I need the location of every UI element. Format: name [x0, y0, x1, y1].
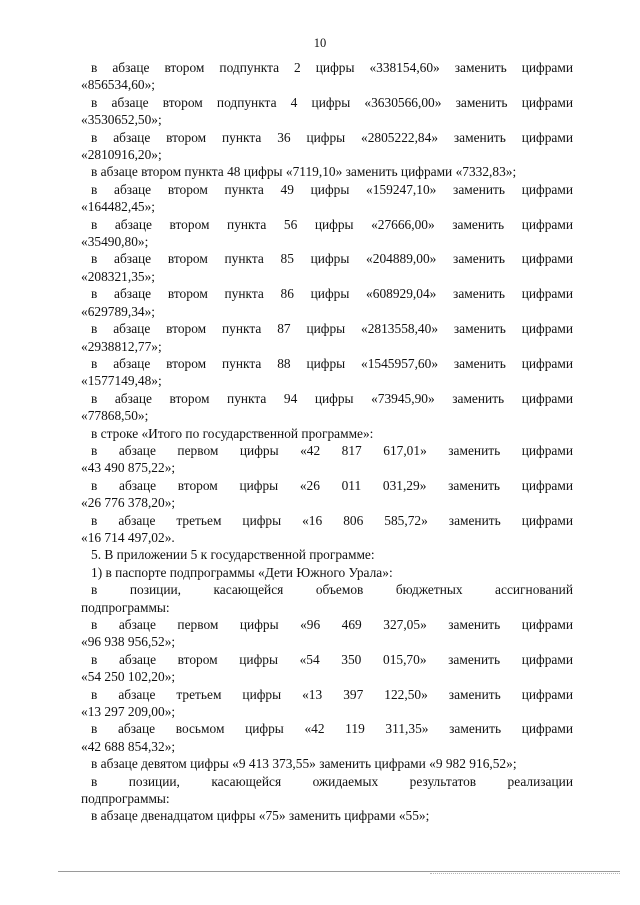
paragraph-continuation: «629789,34»;	[81, 303, 156, 319]
amendment-paragraph	[81, 442, 573, 477]
paragraph-continuation: «77868,50»;	[81, 408, 149, 424]
amendment-paragraph	[81, 129, 573, 164]
amendment-paragraph	[91, 163, 573, 180]
paragraph-line: в абзаце двенадцатом цифры «75» заменить цифрами «55»;	[91, 808, 430, 824]
amendment-paragraph	[81, 216, 573, 251]
paragraph-line: в абзаце первом цифры «42 817 617,01» заменить цифрами	[91, 442, 573, 458]
paragraph-continuation: «164482,45»;	[81, 199, 156, 215]
paragraph-continuation: «26 776 378,20»;	[81, 495, 176, 511]
amendment-paragraph	[81, 686, 573, 721]
paragraph-line: в абзаце втором цифры «26 011 031,29» заменить цифрами	[91, 477, 573, 493]
amendment-paragraph	[81, 616, 573, 651]
paragraph-line: в позиции, касающейся ожидаемых результатов реализации	[91, 773, 573, 789]
paragraph-line: в абзаце втором пункта 56 цифры «27666,00» заменить цифрами	[91, 216, 573, 232]
amendment-paragraph	[81, 390, 573, 425]
amendment-paragraph	[81, 59, 573, 94]
paragraph-line: в абзаце третьем цифры «13 397 122,50» заменить цифрами	[91, 686, 573, 702]
paragraph-line: в абзаце восьмом цифры «42 119 311,35» заменить цифрами	[91, 721, 573, 737]
paragraph-line: в абзаце втором пункта 36 цифры «2805222,84» заменить цифрами	[91, 129, 573, 145]
paragraph-continuation: «856534,60»;	[81, 77, 156, 93]
amendment-paragraph	[81, 320, 573, 355]
paragraph-continuation: «2938812,77»;	[81, 338, 162, 354]
paragraph-line: в абзаце втором пункта 88 цифры «1545957,60» заменить цифрами	[91, 355, 573, 371]
amendment-paragraph	[81, 285, 573, 320]
amendment-paragraph	[91, 546, 573, 563]
amendment-paragraph	[81, 651, 573, 686]
paragraph-continuation: «43 490 875,22»;	[81, 460, 176, 476]
amendment-paragraph	[81, 581, 573, 616]
paragraph-continuation: «96 938 956,52»;	[81, 634, 176, 650]
amendment-paragraph	[81, 250, 573, 285]
paragraph-continuation: «2810916,20»;	[81, 147, 162, 163]
paragraph-line: в позиции, касающейся объемов бюджетных ассигнований	[91, 582, 573, 598]
paragraph-line: в абзаце втором подпункта 2 цифры «338154,60» заменить цифрами	[91, 60, 573, 75]
amendment-paragraph	[81, 512, 573, 547]
amendment-paragraph	[91, 564, 573, 581]
paragraph-line: в абзаце третьем цифры «16 806 585,72» заменить цифрами	[91, 512, 573, 528]
paragraph-line: в абзаце втором подпункта 4 цифры «3630566,00» заменить цифрами	[91, 94, 573, 110]
amendment-paragraph	[81, 477, 573, 512]
paragraph-line: в абзаце первом цифры «96 469 327,05» заменить цифрами	[91, 617, 573, 632]
paragraph-continuation: «42 688 854,32»;	[81, 738, 176, 754]
paragraph-continuation: «208321,35»;	[81, 268, 156, 284]
paragraph-continuation: «13 297 209,00»;	[81, 704, 176, 720]
paragraph-line: в абзаце втором цифры «54 350 015,70» заменить цифрами	[91, 651, 573, 667]
footer-rule	[58, 871, 620, 872]
amendment-paragraph	[81, 355, 573, 390]
amendment-paragraph	[81, 773, 573, 808]
amendment-paragraph	[91, 755, 573, 772]
footer-rule-dotted	[430, 873, 620, 874]
amendment-paragraph	[91, 807, 573, 824]
paragraph-line: 5. В приложении 5 к государственной программе:	[91, 547, 375, 563]
amendment-paragraph	[81, 94, 573, 129]
paragraph-continuation: «54 250 102,20»;	[81, 669, 176, 685]
paragraph-continuation: «35490,80»;	[81, 234, 149, 250]
paragraph-line: 1) в паспорте подпрограммы «Дети Южного Урала»:	[91, 564, 393, 580]
paragraph-continuation: подпрограммы:	[81, 599, 170, 615]
paragraph-continuation: «1577149,48»;	[81, 373, 162, 389]
paragraph-line: в абзаце девятом цифры «9 413 373,55» заменить цифрами «9 982 916,52»;	[91, 756, 517, 772]
paragraph-line: в абзаце втором пункта 87 цифры «2813558,40» заменить цифрами	[91, 321, 573, 337]
paragraph-line: в абзаце втором пункта 49 цифры «159247,10» заменить цифрами	[91, 181, 573, 197]
paragraph-continuation: подпрограммы:	[81, 791, 170, 807]
paragraph-line: в абзаце втором пункта 94 цифры «73945,90» заменить цифрами	[91, 390, 573, 406]
page-number: 10	[313, 36, 327, 50]
amendment-paragraph	[91, 425, 573, 442]
paragraph-continuation: «16 714 497,02».	[81, 529, 175, 545]
paragraph-line: в строке «Итого по государственной программе»:	[91, 425, 374, 441]
paragraph-line: в абзаце втором пункта 48 цифры «7119,10» заменить цифрами «7332,83»;	[91, 164, 517, 180]
amendment-paragraph	[81, 720, 573, 755]
paragraph-continuation: «3530652,50»;	[81, 112, 162, 128]
document-body	[81, 59, 573, 825]
paragraph-line: в абзаце втором пункта 86 цифры «608929,04» заменить цифрами	[91, 286, 573, 302]
paragraph-line: в абзаце втором пункта 85 цифры «204889,00» заменить цифрами	[91, 251, 573, 267]
amendment-paragraph	[81, 181, 573, 216]
